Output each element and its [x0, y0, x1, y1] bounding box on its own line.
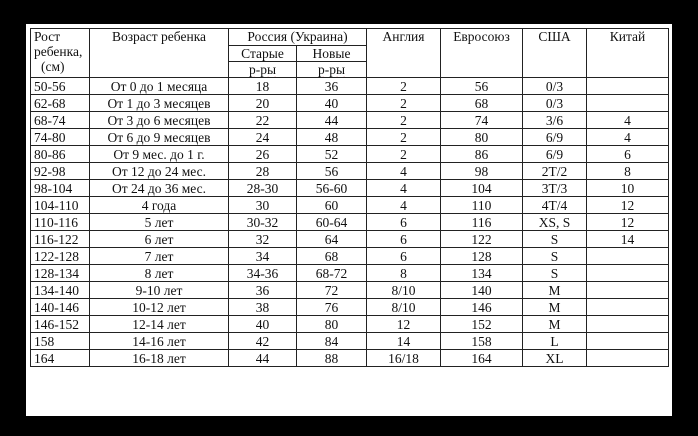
table-row	[31, 129, 669, 146]
cell-usa: 6/9	[523, 129, 587, 146]
cell-china	[587, 265, 669, 282]
cell-russia-old: 30	[229, 197, 297, 214]
cell-england: 2	[367, 95, 441, 112]
cell-russia-old: 32	[229, 231, 297, 248]
cell-russia-new: 56-60	[297, 180, 367, 197]
cell-eu: 134	[441, 265, 523, 282]
cell-height: 140-146	[31, 299, 90, 316]
cell-eu: 104	[441, 180, 523, 197]
cell-china: 4	[587, 129, 669, 146]
cell-height: 158	[31, 333, 90, 350]
table-row	[31, 333, 669, 350]
table-row	[31, 197, 669, 214]
cell-russia-new: 84	[297, 333, 367, 350]
cell-age: От 12 до 24 мес.	[90, 163, 229, 180]
cell-usa: XL	[523, 350, 587, 367]
table-row	[31, 231, 669, 248]
cell-china	[587, 316, 669, 333]
table-row	[31, 248, 669, 265]
cell-russia-new: 52	[297, 146, 367, 163]
cell-russia-old: 20	[229, 95, 297, 112]
header-height: Рост ребенка, (см)	[31, 29, 90, 78]
cell-eu: 68	[441, 95, 523, 112]
cell-russia-new: 56	[297, 163, 367, 180]
cell-russia-new: 40	[297, 95, 367, 112]
cell-usa: 2T/2	[523, 163, 587, 180]
table-row	[31, 265, 669, 282]
cell-age: 8 лет	[90, 265, 229, 282]
cell-england: 16/18	[367, 350, 441, 367]
cell-england: 8	[367, 265, 441, 282]
table-row	[31, 214, 669, 231]
cell-height: 134-140	[31, 282, 90, 299]
cell-china: 14	[587, 231, 669, 248]
cell-russia-new: 48	[297, 129, 367, 146]
table-row	[31, 282, 669, 299]
cell-russia-old: 28	[229, 163, 297, 180]
cell-usa: M	[523, 282, 587, 299]
cell-china: 12	[587, 214, 669, 231]
cell-england: 6	[367, 248, 441, 265]
cell-age: 5 лет	[90, 214, 229, 231]
cell-usa: 3T/3	[523, 180, 587, 197]
cell-china: 8	[587, 163, 669, 180]
cell-england: 8/10	[367, 299, 441, 316]
cell-age: От 3 до 6 месяцев	[90, 112, 229, 129]
cell-england: 4	[367, 163, 441, 180]
cell-usa: 4T/4	[523, 197, 587, 214]
table-body	[31, 78, 669, 367]
cell-russia-new: 68	[297, 248, 367, 265]
cell-eu: 128	[441, 248, 523, 265]
cell-england: 2	[367, 146, 441, 163]
cell-eu: 74	[441, 112, 523, 129]
cell-russia-old: 24	[229, 129, 297, 146]
cell-usa: XS, S	[523, 214, 587, 231]
table-row	[31, 112, 669, 129]
cell-england: 2	[367, 129, 441, 146]
cell-height: 128-134	[31, 265, 90, 282]
cell-height: 110-116	[31, 214, 90, 231]
cell-eu: 110	[441, 197, 523, 214]
cell-height: 164	[31, 350, 90, 367]
cell-age: От 6 до 9 месяцев	[90, 129, 229, 146]
cell-russia-old: 36	[229, 282, 297, 299]
cell-height: 146-152	[31, 316, 90, 333]
cell-england: 4	[367, 180, 441, 197]
cell-england: 6	[367, 231, 441, 248]
header-russia-new-line2: р-ры	[297, 62, 367, 78]
cell-height: 104-110	[31, 197, 90, 214]
cell-china: 12	[587, 197, 669, 214]
cell-england: 6	[367, 214, 441, 231]
cell-russia-old: 34	[229, 248, 297, 265]
cell-china: 4	[587, 112, 669, 129]
cell-russia-new: 72	[297, 282, 367, 299]
cell-russia-new: 44	[297, 112, 367, 129]
cell-russia-new: 76	[297, 299, 367, 316]
size-chart-table	[30, 28, 669, 367]
table-row	[31, 316, 669, 333]
cell-age: 7 лет	[90, 248, 229, 265]
cell-russia-new: 68-72	[297, 265, 367, 282]
cell-age: От 1 до 3 месяцев	[90, 95, 229, 112]
cell-russia-new: 36	[297, 78, 367, 95]
cell-russia-old: 44	[229, 350, 297, 367]
cell-age: 6 лет	[90, 231, 229, 248]
cell-china	[587, 95, 669, 112]
cell-russia-old: 28-30	[229, 180, 297, 197]
cell-england: 12	[367, 316, 441, 333]
cell-england: 8/10	[367, 282, 441, 299]
cell-age: От 9 мес. до 1 г.	[90, 146, 229, 163]
cell-eu: 80	[441, 129, 523, 146]
cell-usa: M	[523, 299, 587, 316]
cell-height: 68-74	[31, 112, 90, 129]
cell-height: 80-86	[31, 146, 90, 163]
header-russia-old-line2: р-ры	[229, 62, 297, 78]
cell-height: 122-128	[31, 248, 90, 265]
header-age: Возраст ребенка	[90, 29, 229, 78]
cell-russia-old: 42	[229, 333, 297, 350]
cell-height: 50-56	[31, 78, 90, 95]
cell-eu: 116	[441, 214, 523, 231]
header-russia-new-line1: Новые	[297, 46, 367, 62]
cell-usa: S	[523, 248, 587, 265]
cell-russia-old: 38	[229, 299, 297, 316]
cell-height: 116-122	[31, 231, 90, 248]
cell-age: От 24 до 36 мес.	[90, 180, 229, 197]
cell-usa: L	[523, 333, 587, 350]
cell-eu: 146	[441, 299, 523, 316]
cell-russia-old: 34-36	[229, 265, 297, 282]
cell-eu: 56	[441, 78, 523, 95]
table-row	[31, 350, 669, 367]
header-usa: США	[523, 29, 587, 78]
cell-russia-new: 88	[297, 350, 367, 367]
cell-england: 2	[367, 78, 441, 95]
cell-england: 4	[367, 197, 441, 214]
cell-china	[587, 248, 669, 265]
cell-usa: M	[523, 316, 587, 333]
cell-age: 12-14 лет	[90, 316, 229, 333]
cell-china	[587, 333, 669, 350]
cell-height: 74-80	[31, 129, 90, 146]
size-chart-sheet	[26, 24, 672, 416]
header-eu: Евросоюз	[441, 29, 523, 78]
cell-age: 10-12 лет	[90, 299, 229, 316]
cell-age: 16-18 лет	[90, 350, 229, 367]
cell-russia-old: 22	[229, 112, 297, 129]
cell-china	[587, 350, 669, 367]
table-row	[31, 163, 669, 180]
cell-eu: 98	[441, 163, 523, 180]
header-england: Англия	[367, 29, 441, 78]
cell-eu: 122	[441, 231, 523, 248]
cell-china: 6	[587, 146, 669, 163]
cell-usa: S	[523, 231, 587, 248]
header-russia: Россия (Украина)	[229, 29, 367, 46]
cell-eu: 86	[441, 146, 523, 163]
table-row	[31, 146, 669, 163]
cell-russia-old: 18	[229, 78, 297, 95]
cell-russia-old: 26	[229, 146, 297, 163]
cell-height: 98-104	[31, 180, 90, 197]
cell-russia-new: 60	[297, 197, 367, 214]
cell-age: 14-16 лет	[90, 333, 229, 350]
cell-usa: S	[523, 265, 587, 282]
header-russia-old-line1: Старые	[229, 46, 297, 62]
table-row	[31, 78, 669, 95]
cell-age: От 0 до 1 месяца	[90, 78, 229, 95]
cell-china	[587, 78, 669, 95]
table-row	[31, 95, 669, 112]
cell-eu: 152	[441, 316, 523, 333]
cell-usa: 0/3	[523, 95, 587, 112]
cell-russia-new: 80	[297, 316, 367, 333]
cell-england: 2	[367, 112, 441, 129]
cell-usa: 0/3	[523, 78, 587, 95]
cell-england: 14	[367, 333, 441, 350]
cell-russia-new: 60-64	[297, 214, 367, 231]
cell-eu: 158	[441, 333, 523, 350]
table-row	[31, 299, 669, 316]
cell-china	[587, 282, 669, 299]
header-china: Китай	[587, 29, 669, 78]
cell-china	[587, 299, 669, 316]
cell-eu: 140	[441, 282, 523, 299]
cell-eu: 164	[441, 350, 523, 367]
cell-height: 92-98	[31, 163, 90, 180]
table-header	[31, 29, 669, 78]
cell-russia-new: 64	[297, 231, 367, 248]
cell-age: 9-10 лет	[90, 282, 229, 299]
cell-height: 62-68	[31, 95, 90, 112]
cell-age: 4 года	[90, 197, 229, 214]
table-row	[31, 180, 669, 197]
cell-usa: 6/9	[523, 146, 587, 163]
cell-usa: 3/6	[523, 112, 587, 129]
cell-china: 10	[587, 180, 669, 197]
cell-russia-old: 30-32	[229, 214, 297, 231]
cell-russia-old: 40	[229, 316, 297, 333]
